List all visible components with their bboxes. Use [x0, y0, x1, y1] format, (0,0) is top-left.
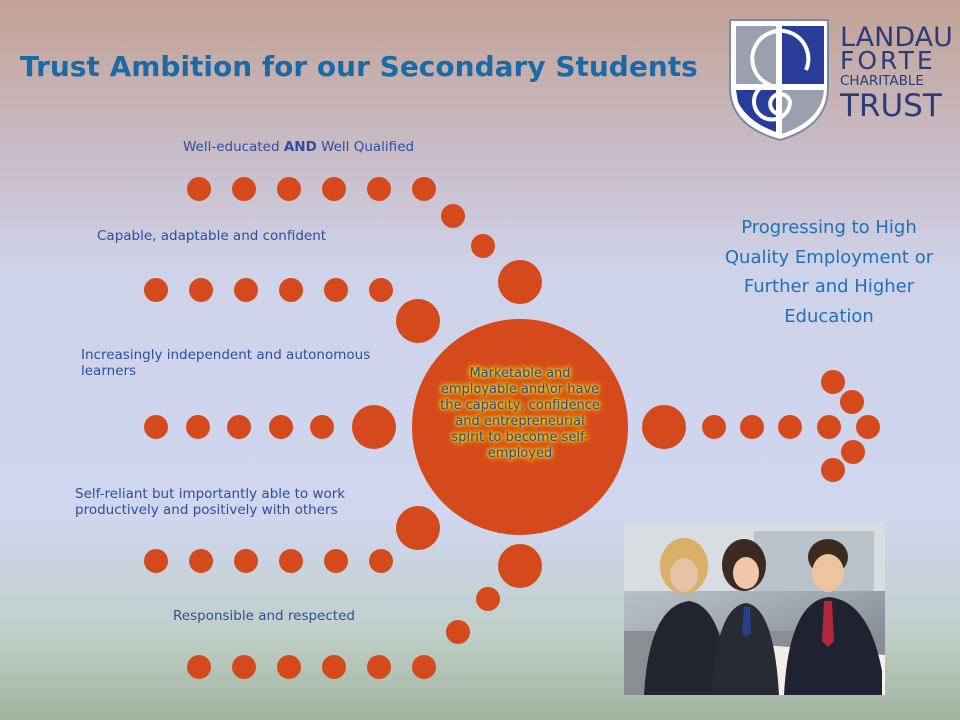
branch-label-4: Self-reliant but importantly able to work productively and positively with others — [75, 486, 346, 518]
students-photo — [624, 521, 885, 695]
diagram-dot — [369, 278, 393, 302]
spiral-emblem-icon — [728, 18, 832, 142]
branch-label-5: Responsible and respected — [173, 608, 355, 624]
diagram-dot — [189, 549, 213, 573]
diagram-dot — [498, 260, 542, 304]
diagram-dot — [227, 415, 251, 439]
diagram-dot — [840, 390, 864, 414]
diagram-dot — [144, 278, 168, 302]
diagram-dot — [144, 549, 168, 573]
diagram-dot — [322, 655, 346, 679]
diagram-dot — [269, 415, 293, 439]
diagram-dot — [352, 405, 396, 449]
diagram-dot — [367, 655, 391, 679]
diagram-dot — [277, 177, 301, 201]
diagram-dot — [412, 655, 436, 679]
central-circle-text: Marketable and employable and\or have the capacity, confidence and entrepreneurial spirit to become self-employed — [440, 366, 600, 461]
diagram-dot — [821, 458, 845, 482]
diagram-dot — [144, 415, 168, 439]
diagram-dot — [279, 549, 303, 573]
diagram-dot — [324, 278, 348, 302]
diagram-dot — [187, 655, 211, 679]
diagram-dot — [817, 415, 841, 439]
diagram-dot — [232, 655, 256, 679]
diagram-dot — [412, 177, 436, 201]
diagram-dot — [471, 234, 495, 258]
diagram-dot — [821, 370, 845, 394]
diagram-dot — [234, 278, 258, 302]
diagram-dot — [322, 177, 346, 201]
diagram-dot — [476, 587, 500, 611]
diagram-dot — [446, 620, 470, 644]
diagram-dot — [369, 549, 393, 573]
diagram-dot — [740, 415, 764, 439]
diagram-dot — [232, 177, 256, 201]
logo-line-2: FORTE — [840, 46, 936, 75]
branch-label-3: Increasingly independent and autonomous learners — [81, 347, 371, 379]
branch-label-1: Well-educated AND Well Qualified — [183, 139, 415, 155]
diagram-dot — [702, 415, 726, 439]
logo-line-4: TRUST — [840, 88, 942, 124]
goal-text: Progressing to High Quality Employment or Further and Higher Education — [724, 217, 934, 327]
landau-forte-logo — [728, 18, 953, 142]
diagram-dot — [186, 415, 210, 439]
diagram-dot — [441, 204, 465, 228]
diagram-dot — [841, 440, 865, 464]
diagram-dot — [396, 299, 440, 343]
diagram-dot — [856, 415, 880, 439]
diagram-dot — [324, 549, 348, 573]
slide-title: Trust Ambition for our Secondary Students — [20, 50, 698, 83]
diagram-dot — [778, 415, 802, 439]
diagram-dot — [367, 177, 391, 201]
diagram-dot — [498, 544, 542, 588]
diagram-dot — [277, 655, 301, 679]
diagram-dot — [187, 177, 211, 201]
logo-line-3: CHARITABLE — [840, 73, 924, 89]
diagram-dot — [310, 415, 334, 439]
diagram-dot — [642, 405, 686, 449]
logo-line-1: LANDAU — [840, 22, 953, 53]
diagram-dot — [234, 549, 258, 573]
branch-label-2: Capable, adaptable and confident — [97, 228, 327, 244]
diagram-dot — [396, 506, 440, 550]
diagram-dot — [279, 278, 303, 302]
diagram-dot — [189, 278, 213, 302]
